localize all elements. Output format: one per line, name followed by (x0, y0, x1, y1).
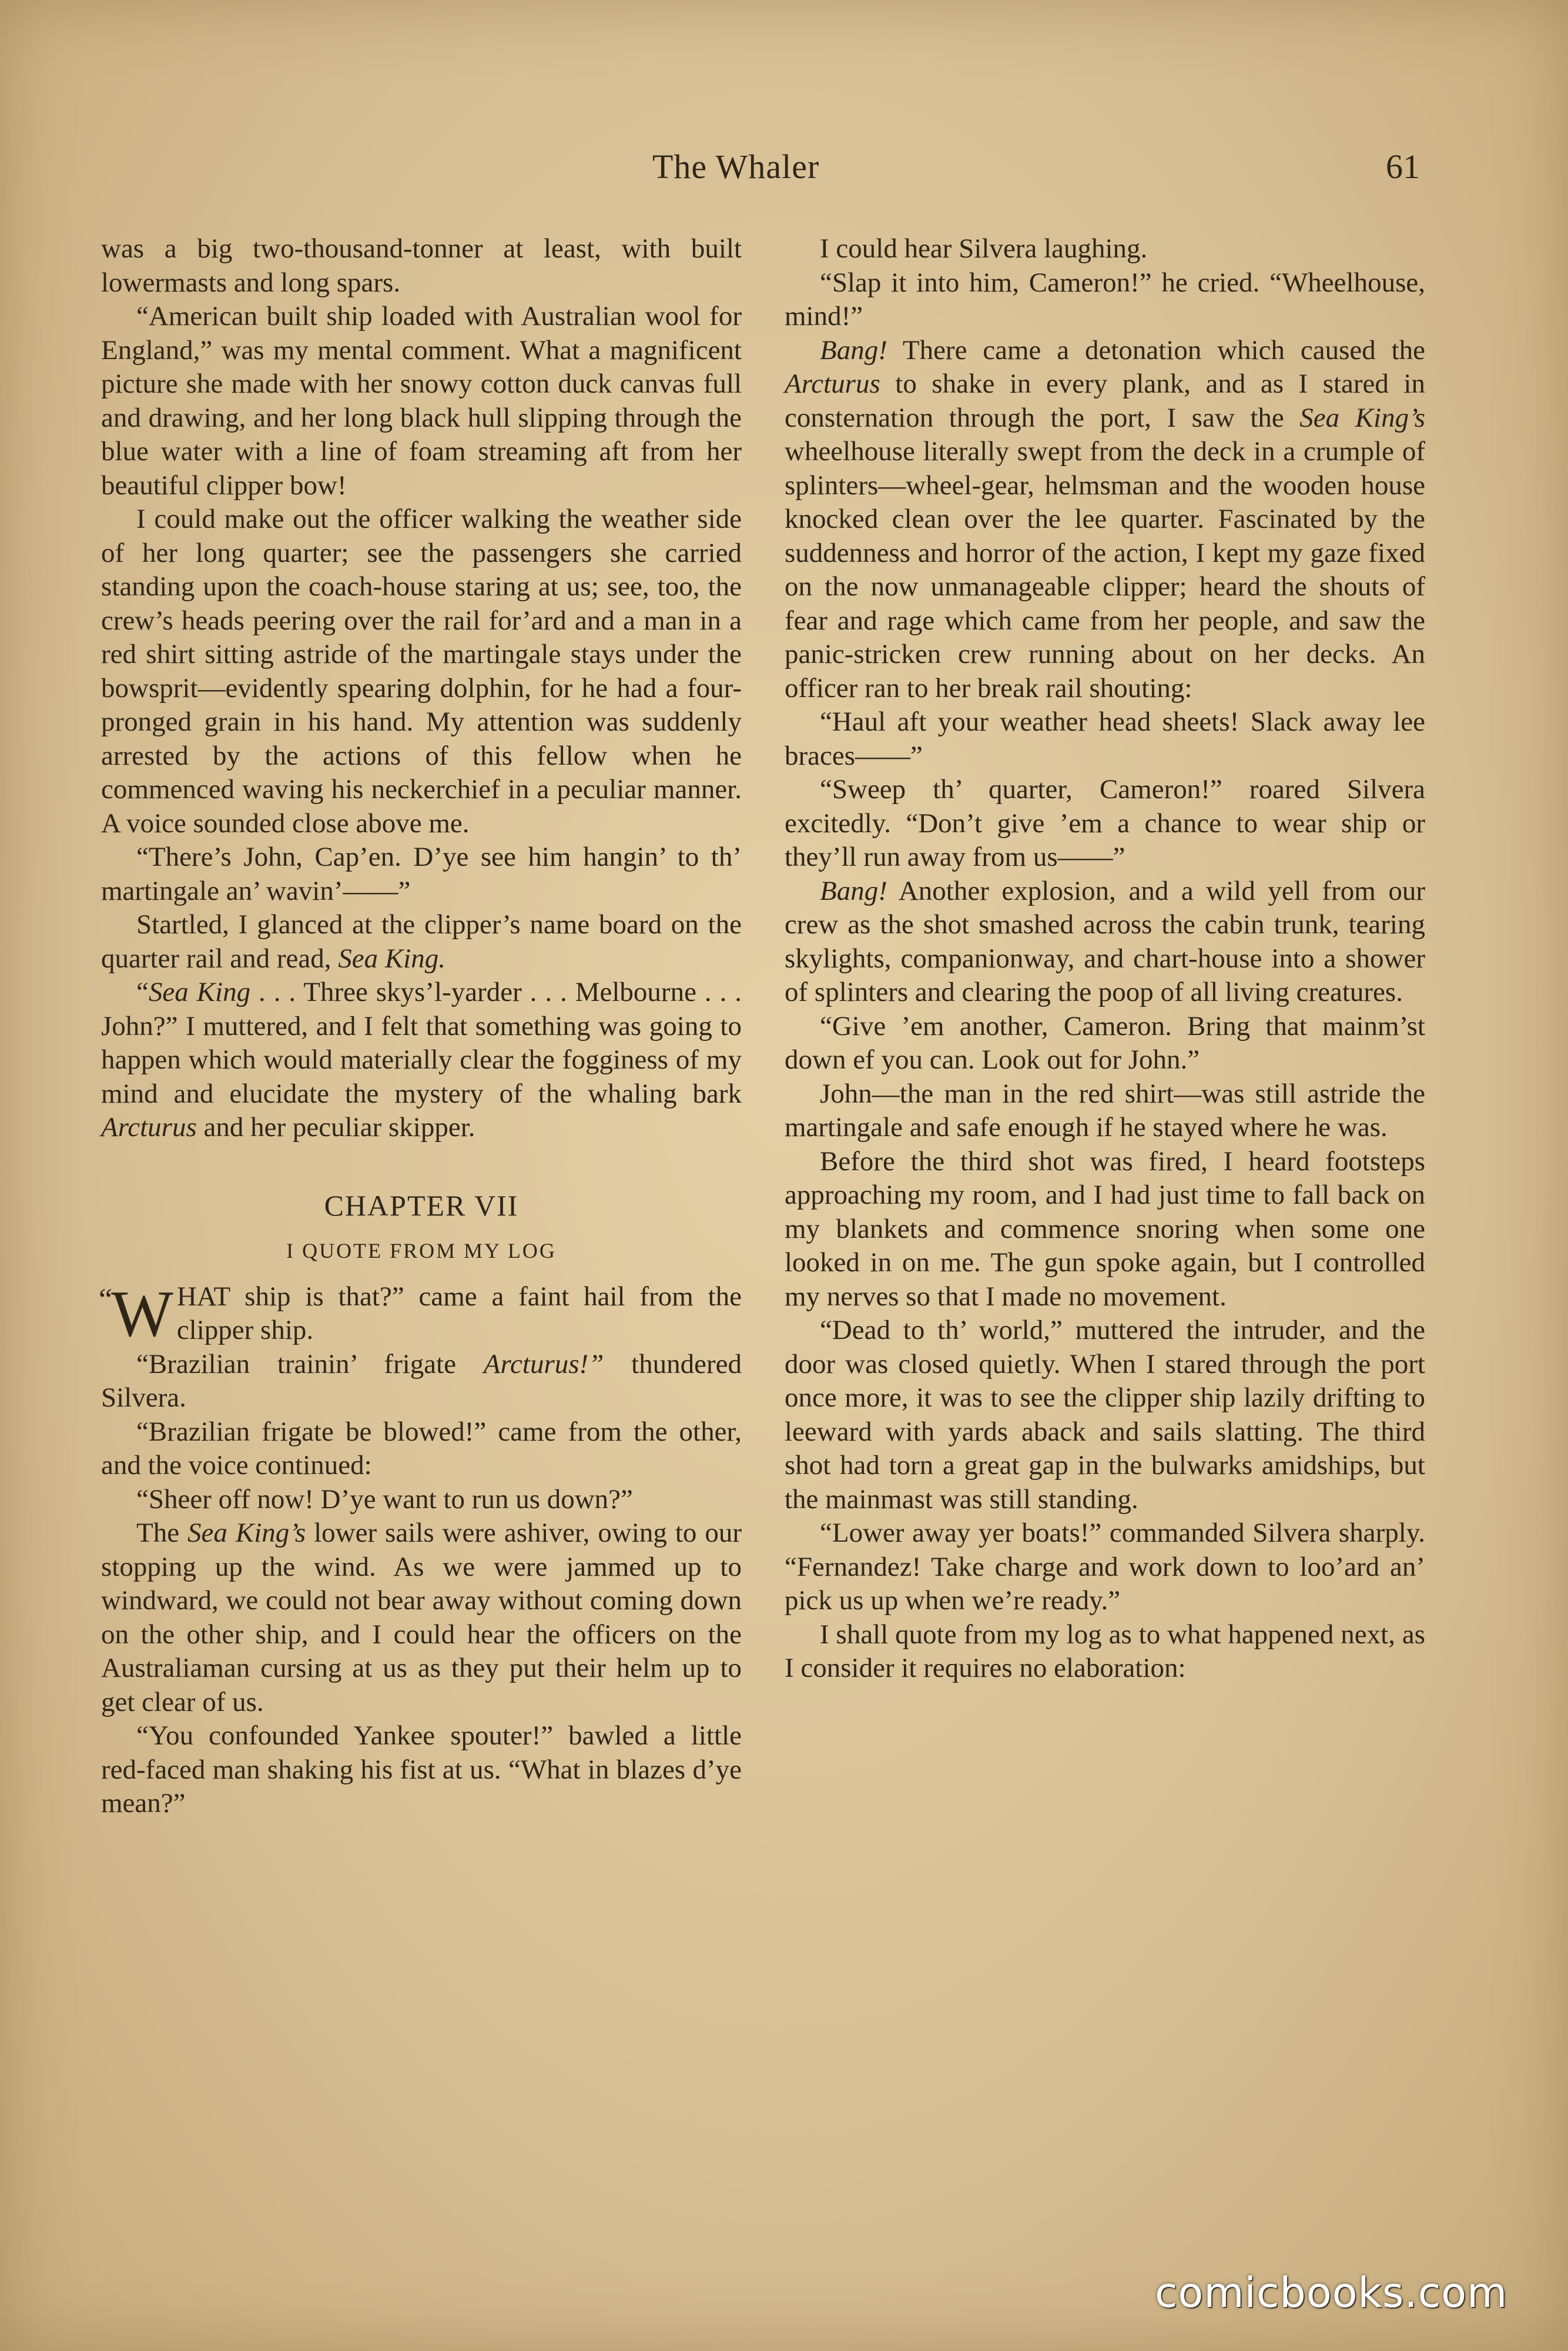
text-run: There came a detonation which caused the (887, 334, 1425, 366)
text-run: wheelhouse literally swept from the deck in a crumple of splinters—wheel-gear, helmsman and the wooden house knocked clean over the lee quarter. Fascinated by the suddenness and horror of the action, I kept my gaze fixed on the now unmanageable clipper; heard the shouts of fear and rage which came from her people, and saw the panic-stricken crew running about on her decks. An officer ran to her break rail shouting: (785, 436, 1425, 704)
ship-name: Sea King’s (1299, 402, 1425, 433)
ship-name: Sea King’s (187, 1518, 306, 1548)
text-run: . . . Three skys’l-yarder . . . Melbourne . . . John?” I muttered, and I felt that something was going to happen which would materially clear the fogginess of my mind and elucidate the mystery of the whaling bark (101, 977, 742, 1109)
paragraph: “Dead to th’ world,” muttered the intruder, and the door was closed quietly. When I stared through the port once more, it was to see the clipper ship lazily drifting to leeward with yards aback and sails slatting. The third shot had torn a great gap in the bulwarks amidships, but the mainmast was still standing. (785, 1315, 1425, 1515)
paragraph: was a big two-thousand-tonner at least, with built lowermasts and long spars. (101, 233, 742, 298)
paragraph (101, 976, 742, 1145)
ship-name: Arcturus (101, 1112, 197, 1143)
paragraph: “Haul aft your weather head sheets! Slack away lee braces——” (785, 706, 1425, 771)
paragraph: John—the man in the red shirt—was still astride the martingale and safe enough if he stayed where he was. (785, 1078, 1425, 1143)
exclamation: Bang! (820, 334, 887, 366)
chapter-heading: CHAPTER VII (324, 1188, 519, 1222)
text-run: to shake in every plank, and as I stared in consternation through the port, I saw the (785, 369, 1425, 433)
watermark: comicbooks.com (1155, 2269, 1508, 2317)
paragraph: “Give ’em another, Cameron. Bring that mainm’st down ef you can. Look out for John.” (785, 1010, 1425, 1075)
paragraph: “American built ship loaded with Australian wool for England,” was my mental comment. What a magnificent picture she made with her snowy cotton duck canvas full and drawing, and her long black hull slipping through the blue water with a line of foam streaming aft from her beautiful clipper bow! (101, 301, 742, 501)
right-column (785, 232, 1425, 1686)
paragraph: I could hear Silvera laughing. (820, 233, 1148, 264)
paragraph (785, 334, 1425, 706)
text-run: HAT ship is that?” came a faint hail from the clipper ship. (176, 1281, 742, 1345)
paragraph: “Brazilian frigate be blowed!” came from the other, and the voice continued: (101, 1416, 742, 1481)
paragraph (101, 1516, 742, 1719)
paragraph: “Sweep th’ quarter, Cameron!” roared Silvera excitedly. “Don’t give ’em a chance to wear ship or they’ll run away from us——” (785, 774, 1425, 872)
text-run: “ (136, 977, 149, 1007)
paragraph: I shall quote from my log as to what happened next, as I consider it requires no elaboration: (785, 1619, 1425, 1683)
ship-name: Arcturus!” (483, 1348, 604, 1379)
paragraph: “Lower away yer boats!” commanded Silvera sharply. “Fernandez! Take charge and work down to loo’ard an’ pick us up when we’re ready.” (785, 1518, 1425, 1616)
text-run: The (136, 1518, 188, 1548)
running-head (0, 147, 1568, 194)
text-run: Another explosion, and a wild yell from our crew as the shot smashed across the cabin trunk, tearing skylights, companionway, and chart-house into a shower of splinters and clearing the poop of all living creatures. (785, 875, 1425, 1007)
paragraph: “Slap it into him, Cameron!” he cried. “Wheelhouse, mind!” (785, 267, 1425, 331)
text-run: thundered Silvera. (101, 1348, 742, 1413)
text-run: lower sails were ashiver, owing to our stopping up the wind. As we were jammed up to windward, we could not bear away without coming down on the other ship, and I could hear the officers on the Australiaman cursing at us as they put their helm up to get clear of us. (101, 1518, 742, 1717)
paragraph: “Sheer off now! D’ye want to run us down?” (136, 1483, 633, 1515)
paragraph: I could make out the officer walking the weather side of her long quarter; see the passengers she carried standing upon the coach-house staring at us; see, too, the crew’s heads peering over the rail for’ard and a man in a red shirt sitting astride of the martingale stays under the bowsprit—evidently spearing dolphin, for he had a four-pronged grain in his hand. My attention was suddenly arrested by the actions of this fellow when he commenced waving his neckerchief in a peculiar manner. A voice sounded close above me. (101, 504, 742, 839)
left-column (101, 232, 742, 1821)
paragraph (101, 1348, 742, 1415)
running-title: The Whaler (652, 148, 820, 186)
text-run: “Brazilian trainin’ frigate (136, 1348, 484, 1379)
paragraph: Before the third shot was fired, I heard footsteps approaching my room, and I had just time to fall back on my blankets and commence snoring when some one looked in on me. The gun spoke again, but I controlled my nerves so that I made no movement. (785, 1146, 1425, 1312)
chapter-subtitle: I QUOTE FROM MY LOG (286, 1239, 557, 1262)
ship-name: Sea King. (338, 943, 445, 974)
text-run: Startled, I glanced at the clipper’s name board on the quarter rail and read, (101, 909, 742, 974)
ship-name: Sea King (148, 977, 251, 1007)
paragraph (101, 908, 742, 976)
paragraph (785, 875, 1425, 1010)
paragraph (99, 1277, 742, 1351)
drop-cap: W (111, 1277, 173, 1351)
ship-name: Arcturus (785, 369, 880, 399)
text-run: and her peculiar skipper. (196, 1112, 475, 1143)
exclamation: Bang! (820, 875, 887, 906)
page-number: 61 (1386, 148, 1420, 186)
paragraph: “There’s John, Cap’en. D’ye see him hangin’ to th’ martingale an’ wavin’——” (101, 842, 742, 906)
open-quote: “ (99, 1282, 113, 1317)
paragraph: “You confounded Yankee spouter!” bawled a little red-faced man shaking his fist at us. “What in blazes d’ye mean?” (101, 1720, 742, 1818)
